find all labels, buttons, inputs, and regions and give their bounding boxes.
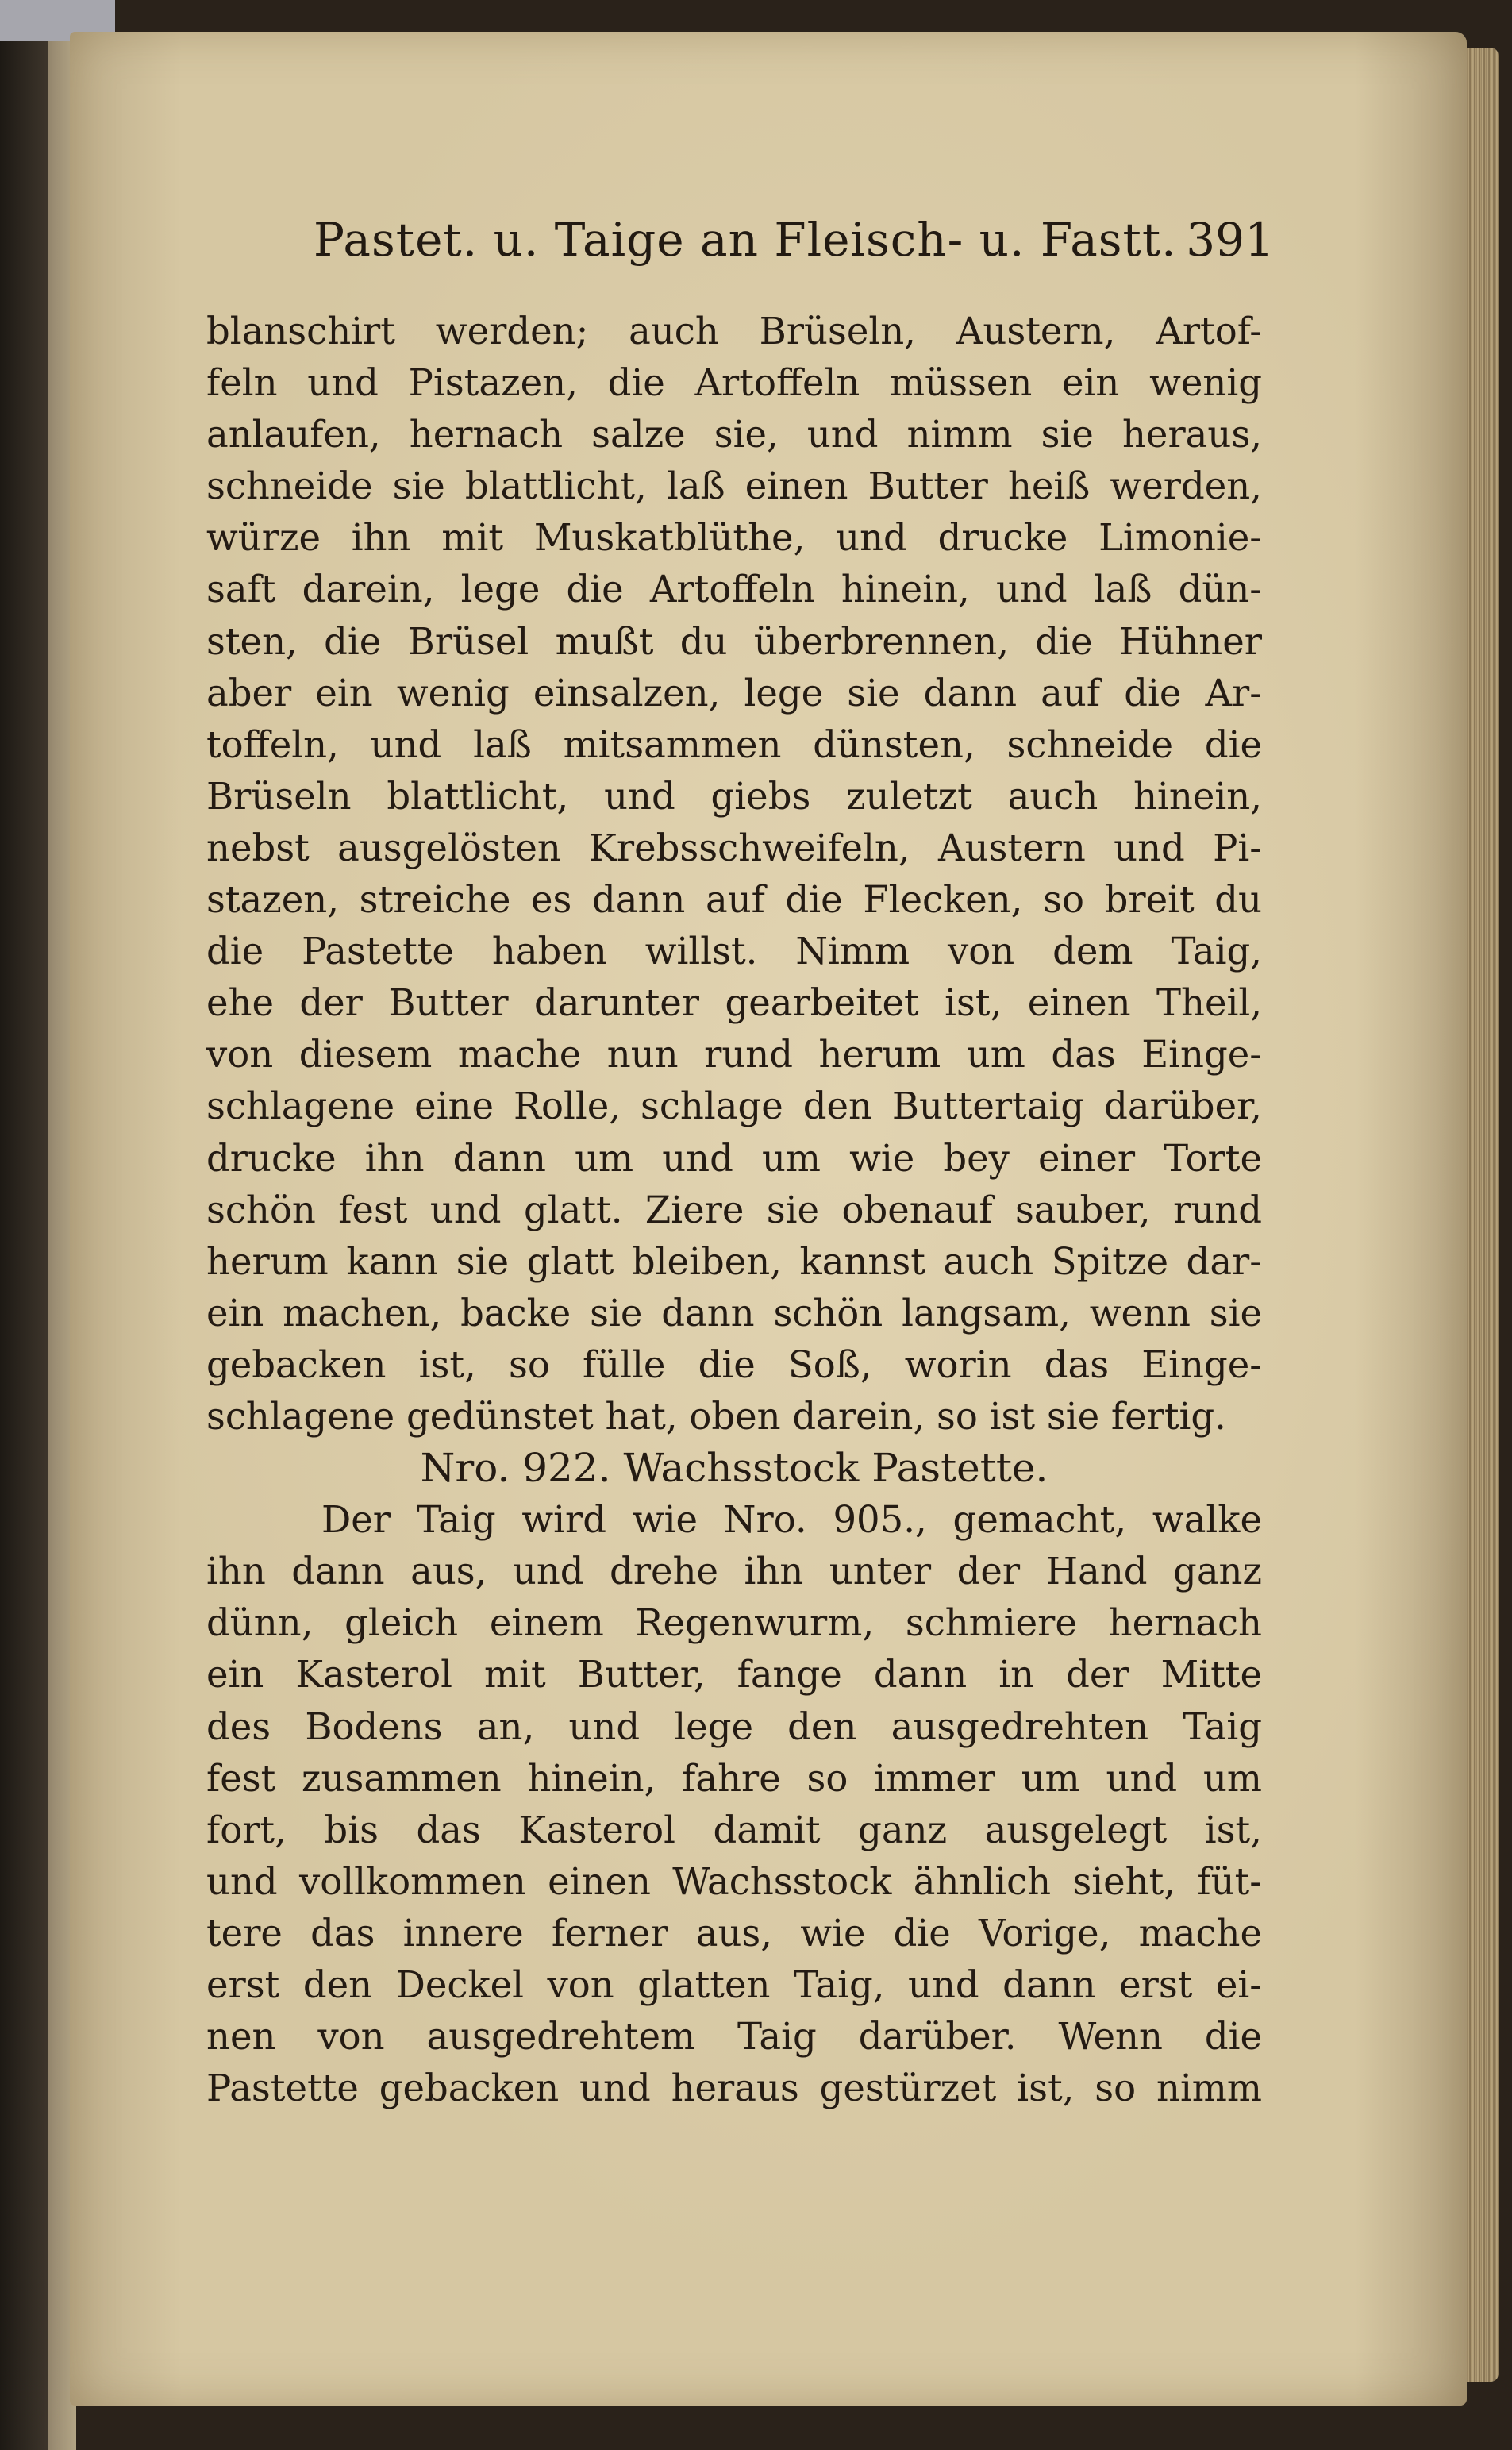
page-number: 391 [1186, 213, 1274, 267]
text-line: schlagene gedünstet hat, oben darein, so ist sie fertig. [206, 1394, 1226, 1438]
text-line: drucke ihn dann um und um wie bey einer Torte [206, 1136, 1262, 1180]
text-line: nebst ausgelösten Krebsschweifeln, Austern und Pi- [206, 826, 1262, 869]
text-line: dünn, gleich einem Regenwurm, schmiere hernach [206, 1601, 1262, 1645]
text-line: tere das innere ferner aus, wie die Vorige, mache [206, 1911, 1262, 1955]
text-line: anlaufen, hernach salze sie, und nimm sie heraus, [206, 413, 1262, 456]
text-line: saft darein, lege die Artoffeln hinein, und laß dün- [206, 568, 1262, 611]
text-line: herum kann sie glatt bleiben, kannst auch Spitze dar- [206, 1239, 1262, 1283]
text-line: ehe der Butter darunter gearbeitet ist, einen Theil, [206, 981, 1262, 1025]
text-line: würze ihn mit Muskatblüthe, und drucke Limonie- [206, 516, 1262, 560]
binding-shadow [0, 0, 48, 2450]
text-line: stazen, streiche es dann auf die Flecken, so breit du [206, 878, 1262, 922]
text-line: ein machen, backe sie dann schön langsam, wenn sie [206, 1291, 1262, 1335]
text-line: sten, die Brüsel mußt du überbrennen, die Hühner [206, 619, 1262, 663]
text-line: Pastette gebacken und heraus gestürzet ist, so nimm [206, 2067, 1262, 2110]
text-line: ihn dann aus, und drehe ihn unter der Hand ganz [206, 1550, 1262, 1593]
text-line: gebacken ist, so fülle die Soß, worin das Einge- [206, 1342, 1262, 1386]
book-spine-strip [0, 0, 76, 2450]
text-line: schlagene eine Rolle, schlage den Buttertaig darüber, [206, 1084, 1262, 1128]
page-header [314, 202, 1274, 278]
body-text [206, 306, 1262, 2114]
text-line: nen von ausgedrehtem Taig darüber. Wenn die [206, 2015, 1262, 2059]
text-line: fest zusammen hinein, fahre so immer um und um [206, 1756, 1262, 1800]
text-line: toffeln, und laß mitsammen dünsten, schneide die [206, 722, 1262, 766]
text-line: ein Kasterol mit Butter, fange dann in der Mitte [206, 1653, 1262, 1697]
page-edges [1467, 48, 1499, 2382]
text-line: von diesem mache nun rund herum um das Einge- [206, 1033, 1262, 1077]
text-line: des Bodens an, und lege den ausgedrehten Taig [206, 1705, 1262, 1748]
text-line: feln und Pistazen, die Artoffeln müssen ein wenig [206, 361, 1262, 405]
text-line: und vollkommen einen Wachsstock ähnlich sieht, füt- [206, 1859, 1262, 1903]
text-line: die Pastette haben willst. Nimm von dem Taig, [206, 930, 1262, 973]
text-line: fort, bis das Kasterol damit ganz ausgelegt ist, [206, 1808, 1262, 1851]
text-line: blanschirt werden; auch Brüseln, Austern, Artof- [206, 310, 1262, 352]
running-head: Pastet. u. Taige an Fleisch- u. Fastt. [314, 213, 1177, 267]
text-line: aber ein wenig einsalzen, lege sie dann auf die Ar- [206, 671, 1262, 715]
section-title: Nro. 922. Wachsstock Pastette. [420, 1445, 1048, 1492]
text-line: erst den Deckel von glatten Taig, und dann erst ei- [206, 1963, 1262, 2006]
text-line: Brüseln blattlicht, und giebs zuletzt auch hinein, [206, 774, 1262, 818]
text-line: Der Taig wird wie Nro. 905., gemacht, walke [321, 1498, 1262, 1542]
text-line: schneide sie blattlicht, laß einen Butter heiß werden, [206, 464, 1262, 508]
text-line: schön fest und glatt. Ziere sie obenauf sauber, rund [206, 1188, 1262, 1231]
